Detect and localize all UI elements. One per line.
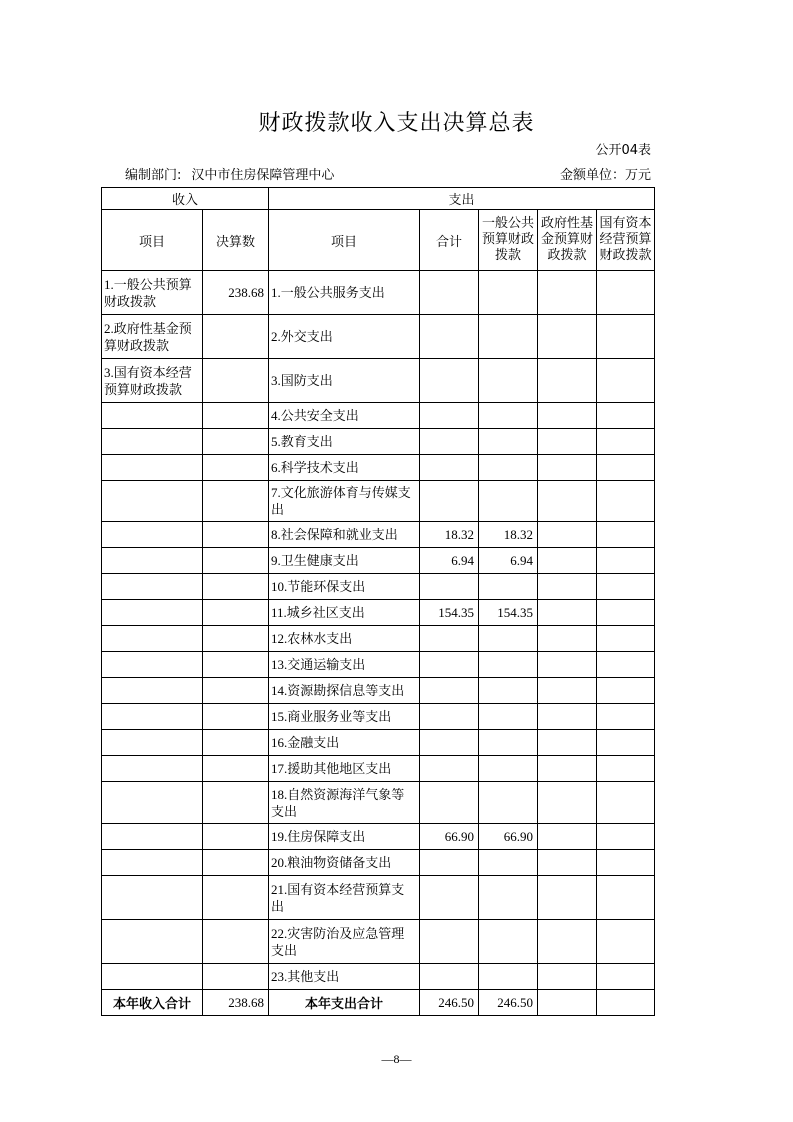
state-capital-cell [597, 704, 655, 730]
total-cell [420, 964, 479, 990]
fund-budget-cell [538, 626, 597, 652]
table-row [102, 548, 655, 574]
general-budget-cell [479, 455, 538, 481]
expense-item-header: 项目 [269, 210, 420, 271]
fund-budget-cell [538, 678, 597, 704]
table-row [102, 652, 655, 678]
table-row [102, 756, 655, 782]
general-budget-cell [479, 850, 538, 876]
income-amount-cell [203, 359, 269, 403]
header-row-group [102, 188, 655, 210]
fund-budget-cell [538, 574, 597, 600]
expense-item-cell: 7.文化旅游体育与传媒支出 [269, 481, 420, 522]
income-total-amount: 238.68 [203, 990, 269, 1016]
table-row [102, 824, 655, 850]
expense-total-label: 本年支出合计 [269, 990, 420, 1016]
fund-budget-cell [538, 548, 597, 574]
income-item-cell [102, 548, 203, 574]
income-item-cell [102, 403, 203, 429]
state-capital-cell [597, 652, 655, 678]
expense-item-cell: 18.自然资源海洋气象等支出 [269, 782, 420, 824]
income-item-cell: 2.政府性基金预算财政拨款 [102, 315, 203, 359]
income-amount-cell [203, 315, 269, 359]
state-capital-cell [597, 850, 655, 876]
income-amount-cell [203, 756, 269, 782]
income-item-cell: 3.国有资本经营预算财政拨款 [102, 359, 203, 403]
income-item-cell [102, 756, 203, 782]
fund-budget-cell [538, 522, 597, 548]
fund-budget-cell [538, 455, 597, 481]
income-item-cell [102, 964, 203, 990]
table-row [102, 964, 655, 990]
income-amount-cell [203, 548, 269, 574]
general-budget-cell [479, 704, 538, 730]
total-cell: 154.35 [420, 600, 479, 626]
expense-item-cell: 5.教育支出 [269, 429, 420, 455]
state-capital-cell [597, 876, 655, 920]
table-row [102, 600, 655, 626]
state-capital-cell [597, 730, 655, 756]
expense-item-cell: 14.资源勘探信息等支出 [269, 678, 420, 704]
total-cell [420, 920, 479, 964]
state-capital-cell [597, 522, 655, 548]
income-item-cell: 1.一般公共预算财政拨款 [102, 271, 203, 315]
expense-item-cell: 22.灾害防治及应急管理支出 [269, 920, 420, 964]
income-item-cell [102, 455, 203, 481]
fund-budget-cell [538, 315, 597, 359]
total-header: 合计 [420, 210, 479, 271]
fund-budget-cell [538, 850, 597, 876]
general-budget-cell: 66.90 [479, 824, 538, 850]
state-capital-cell [597, 824, 655, 850]
income-item-cell [102, 626, 203, 652]
fund-budget-cell [538, 429, 597, 455]
general-budget-cell [479, 271, 538, 315]
income-item-cell [102, 704, 203, 730]
table-row [102, 403, 655, 429]
state-capital-cell [597, 756, 655, 782]
expense-item-cell: 20.粮油物资储备支出 [269, 850, 420, 876]
table-row [102, 730, 655, 756]
income-amount-cell: 238.68 [203, 271, 269, 315]
fund-budget-cell [538, 481, 597, 522]
general-budget-cell [479, 678, 538, 704]
table-row [102, 678, 655, 704]
income-item-cell [102, 782, 203, 824]
income-amount-cell [203, 850, 269, 876]
table-row [102, 850, 655, 876]
total-cell: 6.94 [420, 548, 479, 574]
income-item-cell [102, 920, 203, 964]
income-amount-cell [203, 730, 269, 756]
general-budget-cell [479, 359, 538, 403]
state-capital-cell [597, 678, 655, 704]
expense-item-cell: 17.援助其他地区支出 [269, 756, 420, 782]
total-cell [420, 271, 479, 315]
fund-budget-cell [538, 600, 597, 626]
page-title: 财政拨款收入支出决算总表 [258, 111, 535, 136]
total-cell [420, 359, 479, 403]
general-budget-cell [479, 782, 538, 824]
state-capital-total [597, 990, 655, 1016]
table-row [102, 574, 655, 600]
general-budget-total: 246.50 [479, 990, 538, 1016]
table-row [102, 782, 655, 824]
expense-total-amount: 246.50 [420, 990, 479, 1016]
general-budget-cell [479, 429, 538, 455]
income-total-label: 本年收入合计 [102, 990, 203, 1016]
income-item-header: 项目 [102, 210, 203, 271]
fund-budget-cell [538, 359, 597, 403]
income-amount-cell [203, 704, 269, 730]
state-capital-cell [597, 920, 655, 964]
income-item-cell [102, 600, 203, 626]
income-item-cell [102, 652, 203, 678]
general-budget-cell [479, 574, 538, 600]
total-cell [420, 403, 479, 429]
income-amount-cell [203, 481, 269, 522]
totals-row [102, 990, 655, 1016]
income-item-cell [102, 678, 203, 704]
total-cell [420, 652, 479, 678]
total-cell [420, 730, 479, 756]
income-item-cell [102, 850, 203, 876]
table-row [102, 455, 655, 481]
table-row [102, 429, 655, 455]
general-budget-cell [479, 756, 538, 782]
expense-item-cell: 11.城乡社区支出 [269, 600, 420, 626]
state-capital-cell [597, 600, 655, 626]
state-capital-cell [597, 315, 655, 359]
form-number: 公开04表 [595, 143, 651, 158]
header-row-columns [102, 210, 655, 271]
expense-header: 支出 [269, 188, 655, 210]
fund-budget-cell [538, 271, 597, 315]
income-amount-cell [203, 626, 269, 652]
general-budget-cell [479, 652, 538, 678]
state-capital-cell [597, 574, 655, 600]
general-budget-cell [479, 920, 538, 964]
income-item-cell [102, 481, 203, 522]
table-row [102, 876, 655, 920]
table-row [102, 271, 655, 315]
general-budget-header: 一般公共预算财政拨款 [479, 210, 538, 271]
state-capital-cell [597, 403, 655, 429]
state-capital-cell [597, 782, 655, 824]
expense-item-cell: 21.国有资本经营预算支出 [269, 876, 420, 920]
total-cell: 18.32 [420, 522, 479, 548]
income-amount-cell [203, 678, 269, 704]
fund-budget-total [538, 990, 597, 1016]
general-budget-cell [479, 403, 538, 429]
fund-budget-cell [538, 964, 597, 990]
state-capital-cell [597, 481, 655, 522]
department-name: 汉中市住房保障管理中心 [191, 168, 335, 183]
income-item-cell [102, 876, 203, 920]
income-item-cell [102, 574, 203, 600]
expense-item-cell: 9.卫生健康支出 [269, 548, 420, 574]
department-label: 编制部门: [125, 168, 182, 183]
expense-item-cell: 19.住房保障支出 [269, 824, 420, 850]
general-budget-cell: 18.32 [479, 522, 538, 548]
table-row [102, 626, 655, 652]
table-row [102, 704, 655, 730]
fund-budget-cell [538, 704, 597, 730]
total-cell [420, 850, 479, 876]
amount-unit: 金额单位：万元 [559, 168, 651, 183]
income-amount-cell [203, 455, 269, 481]
income-amount-cell [203, 782, 269, 824]
total-cell [420, 481, 479, 522]
expense-item-cell: 3.国防支出 [269, 359, 420, 403]
expense-item-cell: 1.一般公共服务支出 [269, 271, 420, 315]
total-cell [420, 756, 479, 782]
general-budget-cell [479, 876, 538, 920]
total-cell [420, 455, 479, 481]
table-row [102, 920, 655, 964]
general-budget-cell [479, 626, 538, 652]
income-amount-cell [203, 522, 269, 548]
total-cell [420, 574, 479, 600]
income-amount-cell [203, 652, 269, 678]
table-row [102, 359, 655, 403]
general-budget-cell: 6.94 [479, 548, 538, 574]
state-capital-cell [597, 429, 655, 455]
income-amount-cell [203, 574, 269, 600]
expense-item-cell: 10.节能环保支出 [269, 574, 420, 600]
income-amount-cell [203, 964, 269, 990]
total-cell [420, 315, 479, 359]
income-header: 收入 [102, 188, 269, 210]
expense-item-cell: 6.科学技术支出 [269, 455, 420, 481]
fund-budget-cell [538, 824, 597, 850]
total-cell [420, 876, 479, 920]
state-capital-cell [597, 548, 655, 574]
fund-budget-cell [538, 782, 597, 824]
income-amount-cell [203, 920, 269, 964]
table-row [102, 315, 655, 359]
income-amount-cell [203, 429, 269, 455]
expense-item-cell: 8.社会保障和就业支出 [269, 522, 420, 548]
state-capital-header: 国有资本经营预算财政拨款 [597, 210, 655, 271]
general-budget-cell: 154.35 [479, 600, 538, 626]
state-capital-cell [597, 271, 655, 315]
expense-item-cell: 2.外交支出 [269, 315, 420, 359]
state-capital-cell [597, 964, 655, 990]
total-cell [420, 678, 479, 704]
income-item-cell [102, 522, 203, 548]
income-amount-cell [203, 876, 269, 920]
general-budget-cell [479, 481, 538, 522]
table-row [102, 522, 655, 548]
budget-table [101, 187, 655, 1016]
fund-budget-header: 政府性基金预算财政拨款 [538, 210, 597, 271]
income-item-cell [102, 730, 203, 756]
general-budget-cell [479, 964, 538, 990]
state-capital-cell [597, 626, 655, 652]
expense-item-cell: 23.其他支出 [269, 964, 420, 990]
total-cell [420, 704, 479, 730]
expense-item-cell: 13.交通运输支出 [269, 652, 420, 678]
fund-budget-cell [538, 403, 597, 429]
total-cell: 66.90 [420, 824, 479, 850]
general-budget-cell [479, 730, 538, 756]
income-amount-cell [203, 824, 269, 850]
income-item-cell [102, 429, 203, 455]
fund-budget-cell [538, 730, 597, 756]
state-capital-cell [597, 359, 655, 403]
expense-item-cell: 12.农林水支出 [269, 626, 420, 652]
expense-item-cell: 15.商业服务业等支出 [269, 704, 420, 730]
expense-item-cell: 16.金融支出 [269, 730, 420, 756]
total-cell [420, 626, 479, 652]
fund-budget-cell [538, 756, 597, 782]
income-amount-header: 决算数 [203, 210, 269, 271]
fund-budget-cell [538, 920, 597, 964]
page-number: —8— [381, 1052, 412, 1066]
state-capital-cell [597, 455, 655, 481]
table-row [102, 481, 655, 522]
total-cell [420, 429, 479, 455]
income-amount-cell [203, 600, 269, 626]
total-cell [420, 782, 479, 824]
expense-item-cell: 4.公共安全支出 [269, 403, 420, 429]
department [125, 164, 334, 183]
income-amount-cell [203, 403, 269, 429]
income-item-cell [102, 824, 203, 850]
general-budget-cell [479, 315, 538, 359]
fund-budget-cell [538, 876, 597, 920]
fund-budget-cell [538, 652, 597, 678]
